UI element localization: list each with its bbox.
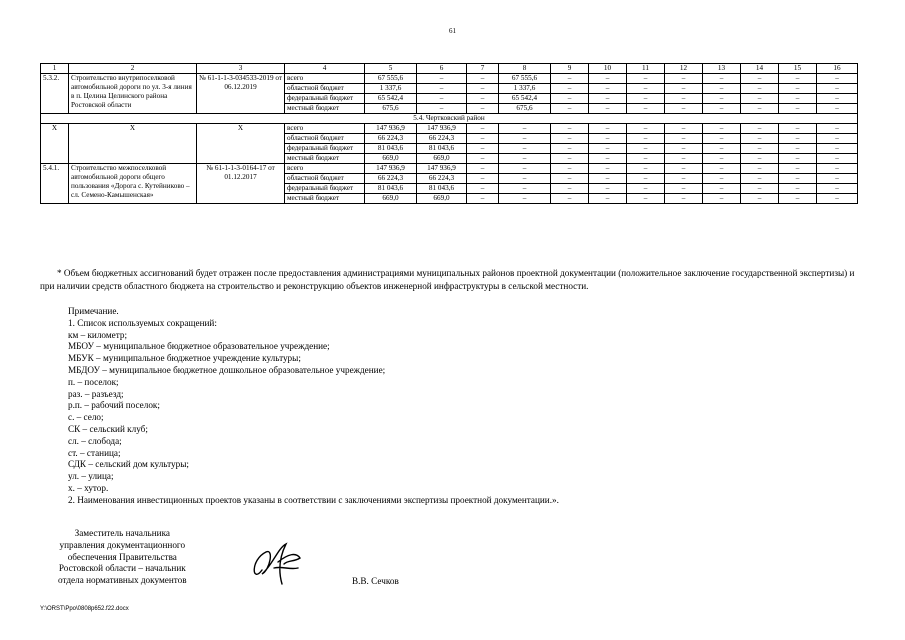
- file-path: Y:\ORST\Ppo\0808p652.f22.docx: [40, 606, 129, 612]
- budget-type-cell: всего: [285, 74, 365, 84]
- value-cell: –: [589, 164, 627, 174]
- value-cell: –: [665, 84, 703, 94]
- value-cell: –: [627, 104, 665, 114]
- value-cell: 675,6: [499, 104, 551, 114]
- signatory-position: [58, 528, 187, 587]
- value-cell: 67 555,6: [365, 74, 417, 84]
- value-cell: –: [817, 74, 858, 84]
- value-cell: –: [551, 134, 589, 144]
- project-name: Строительство межпоселковой автомобильной дороги общего пользования «Дорога с. Кутейниково – сл. Семено-Камышенская»: [69, 164, 197, 204]
- value-cell: 669,0: [417, 194, 467, 204]
- value-cell: –: [817, 174, 858, 184]
- budget-type-cell: областной бюджет: [285, 84, 365, 94]
- value-cell: –: [703, 74, 741, 84]
- table-row: [41, 124, 858, 134]
- value-cell: –: [665, 104, 703, 114]
- value-cell: 147 936,9: [365, 124, 417, 134]
- value-cell: –: [779, 74, 817, 84]
- value-cell: –: [551, 194, 589, 204]
- value-cell: –: [551, 74, 589, 84]
- value-cell: –: [665, 134, 703, 144]
- value-cell: –: [703, 124, 741, 134]
- value-cell: –: [703, 144, 741, 154]
- value-cell: –: [665, 94, 703, 104]
- column-number: 16: [817, 64, 858, 74]
- section-row: [41, 114, 858, 124]
- value-cell: –: [627, 194, 665, 204]
- value-cell: 669,0: [417, 154, 467, 164]
- handwritten-signature: [248, 540, 308, 588]
- value-cell: –: [703, 94, 741, 104]
- value-cell: –: [627, 174, 665, 184]
- note-item: 2. Наименования инвестиционных проектов указаны в соответствии с заключениями экспертизы проектной документации.».: [68, 494, 559, 505]
- value-cell: 65 542,4: [499, 94, 551, 104]
- value-cell: –: [627, 134, 665, 144]
- value-cell: –: [467, 124, 499, 134]
- value-cell: –: [779, 104, 817, 114]
- value-cell: 1 337,6: [499, 84, 551, 94]
- column-number: 3: [197, 64, 285, 74]
- value-cell: –: [499, 144, 551, 154]
- value-cell: –: [467, 184, 499, 194]
- column-number: 12: [665, 64, 703, 74]
- column-number: 8: [499, 64, 551, 74]
- value-cell: –: [741, 134, 779, 144]
- value-cell: –: [741, 194, 779, 204]
- note-item: МБОУ – муниципальное бюджетное образовательное учреждение;: [68, 341, 330, 352]
- value-cell: 147 936,9: [365, 164, 417, 174]
- budget-type-cell: всего: [285, 124, 365, 134]
- note-item: км – километр;: [68, 329, 128, 340]
- value-cell: 669,0: [365, 194, 417, 204]
- note-item: сл. – слобода;: [68, 435, 122, 446]
- value-cell: –: [817, 104, 858, 114]
- value-cell: 81 043,6: [417, 144, 467, 154]
- note-item: раз. – разъезд;: [68, 388, 124, 399]
- position-line: управления документационного: [59, 539, 186, 550]
- project-number: 5.4.1.: [41, 164, 69, 204]
- value-cell: –: [703, 104, 741, 114]
- note-item: СДК – сельский дом культуры;: [68, 459, 189, 470]
- value-cell: –: [741, 164, 779, 174]
- value-cell: –: [467, 134, 499, 144]
- note-item: СК – сельский клуб;: [68, 423, 148, 434]
- value-cell: –: [589, 84, 627, 94]
- value-cell: –: [467, 174, 499, 184]
- value-cell: –: [627, 164, 665, 174]
- value-cell: –: [817, 144, 858, 154]
- value-cell: 147 936,9: [417, 124, 467, 134]
- budget-type-cell: всего: [285, 164, 365, 174]
- value-cell: –: [589, 74, 627, 84]
- value-cell: –: [665, 74, 703, 84]
- value-cell: –: [703, 154, 741, 164]
- signatory-name: В.В. Сечков: [352, 576, 399, 586]
- value-cell: –: [551, 144, 589, 154]
- value-cell: –: [627, 184, 665, 194]
- value-cell: –: [551, 104, 589, 114]
- value-cell: –: [741, 74, 779, 84]
- value-cell: –: [467, 74, 499, 84]
- value-cell: –: [551, 174, 589, 184]
- notes-section: [68, 306, 559, 507]
- project-number: 5.3.2.: [41, 74, 69, 114]
- value-cell: –: [551, 124, 589, 134]
- footnote: [40, 267, 855, 293]
- value-cell: –: [703, 164, 741, 174]
- budget-type-cell: федеральный бюджет: [285, 94, 365, 104]
- value-cell: –: [741, 144, 779, 154]
- value-cell: –: [589, 174, 627, 184]
- footnote-text: * Объем бюджетных ассигнований будет отражен после предоставления администрациями муниципальных районов проектной документации (положительное заключение государственной экспертизы) и при наличии средств областного бюджета на строительство и реконструкцию объектов инженерной инфраструктуры в сельской местности.: [40, 268, 855, 291]
- value-cell: –: [817, 134, 858, 144]
- expertise-conclusion: № 61-1-1-3-034533-2019 от 06.12.2019: [197, 74, 285, 114]
- column-number: 13: [703, 64, 741, 74]
- column-number: 2: [69, 64, 197, 74]
- value-cell: –: [665, 164, 703, 174]
- page-number: 61: [449, 27, 456, 35]
- value-cell: –: [589, 194, 627, 204]
- position-line: отдела нормативных документов: [58, 575, 187, 586]
- column-number: 11: [627, 64, 665, 74]
- column-number: 4: [285, 64, 365, 74]
- value-cell: –: [499, 154, 551, 164]
- value-cell: –: [551, 94, 589, 104]
- value-cell: –: [499, 174, 551, 184]
- value-cell: –: [417, 94, 467, 104]
- value-cell: –: [627, 124, 665, 134]
- value-cell: –: [817, 154, 858, 164]
- section-title: 5.4. Чертковский район: [41, 114, 858, 124]
- value-cell: –: [589, 134, 627, 144]
- total-marker: Х: [69, 124, 197, 164]
- value-cell: –: [467, 144, 499, 154]
- value-cell: –: [703, 194, 741, 204]
- value-cell: –: [665, 144, 703, 154]
- value-cell: 81 043,6: [365, 184, 417, 194]
- value-cell: –: [741, 124, 779, 134]
- value-cell: –: [589, 104, 627, 114]
- value-cell: –: [499, 184, 551, 194]
- value-cell: –: [779, 194, 817, 204]
- value-cell: –: [817, 194, 858, 204]
- value-cell: –: [779, 184, 817, 194]
- table-row: [41, 74, 858, 84]
- total-marker: Х: [197, 124, 285, 164]
- value-cell: –: [741, 184, 779, 194]
- budget-type-cell: областной бюджет: [285, 174, 365, 184]
- value-cell: 66 224,3: [365, 134, 417, 144]
- column-number: 7: [467, 64, 499, 74]
- note-item: р.п. – рабочий поселок;: [68, 400, 160, 411]
- value-cell: –: [703, 134, 741, 144]
- note-item: х. – хутор.: [68, 482, 109, 493]
- value-cell: –: [665, 174, 703, 184]
- value-cell: –: [665, 124, 703, 134]
- position-line: обеспечения Правительства: [67, 551, 177, 562]
- value-cell: –: [467, 94, 499, 104]
- project-name: Строительство внутрипоселковой автомобильной дороги по ул. 3-я линия в п. Целина Целинского района Ростовской области: [69, 74, 197, 114]
- value-cell: –: [627, 94, 665, 104]
- budget-type-cell: местный бюджет: [285, 104, 365, 114]
- column-number: 15: [779, 64, 817, 74]
- budget-type-cell: федеральный бюджет: [285, 144, 365, 154]
- value-cell: –: [551, 164, 589, 174]
- value-cell: –: [467, 154, 499, 164]
- value-cell: –: [499, 134, 551, 144]
- value-cell: –: [589, 144, 627, 154]
- value-cell: –: [627, 84, 665, 94]
- value-cell: –: [779, 144, 817, 154]
- value-cell: 1 337,6: [365, 84, 417, 94]
- column-number: 14: [741, 64, 779, 74]
- value-cell: –: [779, 174, 817, 184]
- value-cell: –: [665, 194, 703, 204]
- note-item: ст. – станица;: [68, 447, 121, 458]
- table-header-row: [41, 64, 858, 74]
- notes-title: Примечание.: [68, 306, 119, 316]
- value-cell: –: [551, 154, 589, 164]
- value-cell: –: [817, 184, 858, 194]
- value-cell: –: [817, 124, 858, 134]
- value-cell: –: [589, 184, 627, 194]
- value-cell: –: [741, 104, 779, 114]
- value-cell: –: [417, 104, 467, 114]
- budget-type-cell: местный бюджет: [285, 194, 365, 204]
- value-cell: 81 043,6: [365, 144, 417, 154]
- value-cell: –: [589, 94, 627, 104]
- column-number: 1: [41, 64, 69, 74]
- total-marker: Х: [41, 124, 69, 164]
- budget-type-cell: местный бюджет: [285, 154, 365, 164]
- value-cell: –: [779, 124, 817, 134]
- value-cell: 81 043,6: [417, 184, 467, 194]
- value-cell: 66 224,3: [417, 134, 467, 144]
- value-cell: –: [779, 84, 817, 94]
- value-cell: –: [779, 154, 817, 164]
- budget-type-cell: федеральный бюджет: [285, 184, 365, 194]
- value-cell: 675,6: [365, 104, 417, 114]
- value-cell: –: [467, 104, 499, 114]
- value-cell: –: [627, 144, 665, 154]
- note-item: МБУК – муниципальное бюджетное учреждение культуры;: [68, 353, 301, 364]
- value-cell: –: [665, 184, 703, 194]
- value-cell: –: [589, 154, 627, 164]
- column-number: 6: [417, 64, 467, 74]
- value-cell: –: [499, 164, 551, 174]
- expertise-conclusion: № 61-1-1-3-0164-17 от 01.12.2017: [197, 164, 285, 204]
- value-cell: –: [627, 154, 665, 164]
- budget-table: [40, 63, 858, 204]
- value-cell: –: [551, 84, 589, 94]
- value-cell: –: [551, 184, 589, 194]
- note-item: ул. – улица;: [68, 471, 114, 482]
- position-line: Ростовской области – начальник: [58, 563, 186, 574]
- value-cell: 669,0: [365, 154, 417, 164]
- value-cell: –: [499, 124, 551, 134]
- value-cell: –: [779, 134, 817, 144]
- value-cell: –: [417, 74, 467, 84]
- value-cell: –: [627, 74, 665, 84]
- value-cell: 65 542,4: [365, 94, 417, 104]
- value-cell: –: [741, 84, 779, 94]
- column-number: 9: [551, 64, 589, 74]
- value-cell: –: [467, 194, 499, 204]
- note-item: МБДОУ – муниципальное бюджетное дошкольное образовательное учреждение;: [68, 364, 386, 375]
- value-cell: –: [741, 94, 779, 104]
- value-cell: –: [589, 124, 627, 134]
- value-cell: –: [703, 84, 741, 94]
- value-cell: 66 224,3: [365, 174, 417, 184]
- column-number: 10: [589, 64, 627, 74]
- notes-list: [68, 318, 559, 507]
- value-cell: –: [741, 174, 779, 184]
- value-cell: –: [741, 154, 779, 164]
- value-cell: –: [665, 154, 703, 164]
- note-item: 1. Список используемых сокращений:: [68, 317, 217, 328]
- value-cell: –: [817, 84, 858, 94]
- note-item: с. – село;: [68, 412, 104, 423]
- budget-type-cell: областной бюджет: [285, 134, 365, 144]
- column-number: 5: [365, 64, 417, 74]
- value-cell: –: [703, 174, 741, 184]
- value-cell: 66 224,3: [417, 174, 467, 184]
- table-row: [41, 164, 858, 174]
- value-cell: –: [417, 84, 467, 94]
- value-cell: –: [817, 164, 858, 174]
- value-cell: 67 555,6: [499, 74, 551, 84]
- value-cell: 147 936,9: [417, 164, 467, 174]
- position-line: Заместитель начальника: [74, 528, 170, 538]
- value-cell: –: [779, 94, 817, 104]
- value-cell: –: [817, 94, 858, 104]
- value-cell: –: [467, 84, 499, 94]
- value-cell: –: [499, 194, 551, 204]
- value-cell: –: [703, 184, 741, 194]
- value-cell: –: [467, 164, 499, 174]
- value-cell: –: [779, 164, 817, 174]
- note-item: п. – поселок;: [68, 376, 119, 387]
